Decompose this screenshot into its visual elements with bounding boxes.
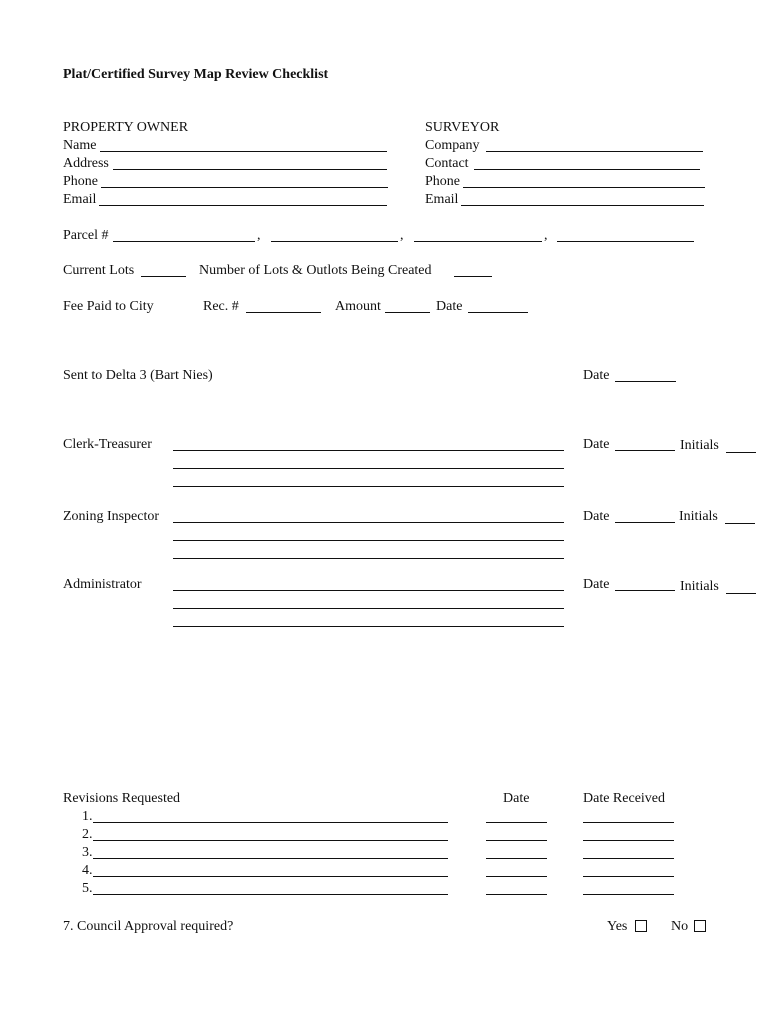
no-label: No xyxy=(671,919,689,934)
revisions-received-heading: Date Received xyxy=(583,791,666,806)
current-lots-field[interactable] xyxy=(141,276,186,277)
reviewer-initials-field[interactable] xyxy=(726,593,756,594)
reviewer-date-label: Date xyxy=(583,437,610,452)
surveyor-email-field[interactable] xyxy=(461,205,704,206)
reviewer-initials-field[interactable] xyxy=(725,523,755,524)
parcel-field-1[interactable] xyxy=(113,241,255,242)
reviewer-initials-field[interactable] xyxy=(726,452,756,453)
revision-number: 5. xyxy=(82,881,93,896)
reviewer-label: Administrator xyxy=(63,577,142,592)
delta-date-field[interactable] xyxy=(615,381,676,382)
rec-field[interactable] xyxy=(246,312,321,313)
parcel-separator: , xyxy=(400,228,404,243)
fee-date-field[interactable] xyxy=(468,312,528,313)
amount-label: Amount xyxy=(335,299,381,314)
current-lots-label: Current Lots xyxy=(63,263,135,278)
revision-date-field[interactable] xyxy=(486,840,547,841)
fee-label: Fee Paid to City xyxy=(63,299,154,314)
parcel-field-4[interactable] xyxy=(557,241,694,242)
fee-date-label: Date xyxy=(436,299,463,314)
revision-date-field[interactable] xyxy=(486,858,547,859)
revision-number: 3. xyxy=(82,845,93,860)
reviewer-comment-line[interactable] xyxy=(173,486,564,487)
revision-number: 2. xyxy=(82,827,93,842)
revisions-heading: Revisions Requested xyxy=(63,791,181,806)
parcel-field-3[interactable] xyxy=(414,241,542,242)
revision-date-field[interactable] xyxy=(486,894,547,895)
revision-field[interactable] xyxy=(93,876,448,877)
amount-field[interactable] xyxy=(385,312,430,313)
owner-address-label: Address xyxy=(63,156,109,171)
owner-name-label: Name xyxy=(63,138,97,153)
parcel-label: Parcel # xyxy=(63,228,109,243)
revision-received-field[interactable] xyxy=(583,840,674,841)
reviewer-comment-line[interactable] xyxy=(173,590,564,591)
owner-phone-field[interactable] xyxy=(101,187,388,188)
owner-address-field[interactable] xyxy=(113,169,387,170)
reviewer-date-field[interactable] xyxy=(615,590,675,591)
owner-email-label: Email xyxy=(63,192,97,207)
reviewer-initials-label: Initials xyxy=(680,438,719,453)
surveyor-company-field[interactable] xyxy=(486,151,703,152)
parcel-separator: , xyxy=(257,228,261,243)
page-title: Plat/Certified Survey Map Review Checklist xyxy=(63,67,329,82)
revisions-date-heading: Date xyxy=(503,791,530,806)
revision-date-field[interactable] xyxy=(486,822,547,823)
yes-checkbox[interactable] xyxy=(635,920,647,932)
lots-created-label: Number of Lots & Outlots Being Created xyxy=(199,263,432,278)
revision-date-field[interactable] xyxy=(486,876,547,877)
surveyor-contact-field[interactable] xyxy=(474,169,700,170)
delta-date-label: Date xyxy=(583,368,610,383)
reviewer-date-field[interactable] xyxy=(615,522,675,523)
reviewer-comment-line[interactable] xyxy=(173,608,564,609)
parcel-separator: , xyxy=(544,228,548,243)
parcel-field-2[interactable] xyxy=(271,241,398,242)
owner-phone-label: Phone xyxy=(63,174,98,189)
surveyor-email-label: Email xyxy=(425,192,459,207)
reviewer-comment-line[interactable] xyxy=(173,540,564,541)
reviewer-comment-line[interactable] xyxy=(173,450,564,451)
surveyor-phone-field[interactable] xyxy=(463,187,705,188)
revision-received-field[interactable] xyxy=(583,894,674,895)
surveyor-heading: SURVEYOR xyxy=(425,120,500,135)
reviewer-comment-line[interactable] xyxy=(173,468,564,469)
revision-received-field[interactable] xyxy=(583,822,674,823)
lots-created-field[interactable] xyxy=(454,276,492,277)
delta-label: Sent to Delta 3 (Bart Nies) xyxy=(63,368,213,383)
reviewer-label: Clerk-Treasurer xyxy=(63,437,152,452)
reviewer-date-label: Date xyxy=(583,509,610,524)
revision-field[interactable] xyxy=(93,894,448,895)
no-checkbox[interactable] xyxy=(694,920,706,932)
surveyor-contact-label: Contact xyxy=(425,156,469,171)
owner-name-field[interactable] xyxy=(100,151,387,152)
revision-field[interactable] xyxy=(93,822,448,823)
reviewer-initials-label: Initials xyxy=(679,509,718,524)
reviewer-initials-label: Initials xyxy=(680,579,719,594)
rec-label: Rec. # xyxy=(203,299,239,314)
revision-field[interactable] xyxy=(93,858,448,859)
council-question: 7. Council Approval required? xyxy=(63,919,234,934)
reviewer-comment-line[interactable] xyxy=(173,522,564,523)
owner-email-field[interactable] xyxy=(99,205,387,206)
revision-received-field[interactable] xyxy=(583,858,674,859)
reviewer-comment-line[interactable] xyxy=(173,558,564,559)
reviewer-date-field[interactable] xyxy=(615,450,675,451)
revision-number: 1. xyxy=(82,809,93,824)
revision-number: 4. xyxy=(82,863,93,878)
owner-heading: PROPERTY OWNER xyxy=(63,120,189,135)
revision-field[interactable] xyxy=(93,840,448,841)
revision-received-field[interactable] xyxy=(583,876,674,877)
reviewer-comment-line[interactable] xyxy=(173,626,564,627)
surveyor-phone-label: Phone xyxy=(425,174,460,189)
surveyor-company-label: Company xyxy=(425,138,480,153)
yes-label: Yes xyxy=(607,919,628,934)
reviewer-label: Zoning Inspector xyxy=(63,509,160,524)
reviewer-date-label: Date xyxy=(583,577,610,592)
